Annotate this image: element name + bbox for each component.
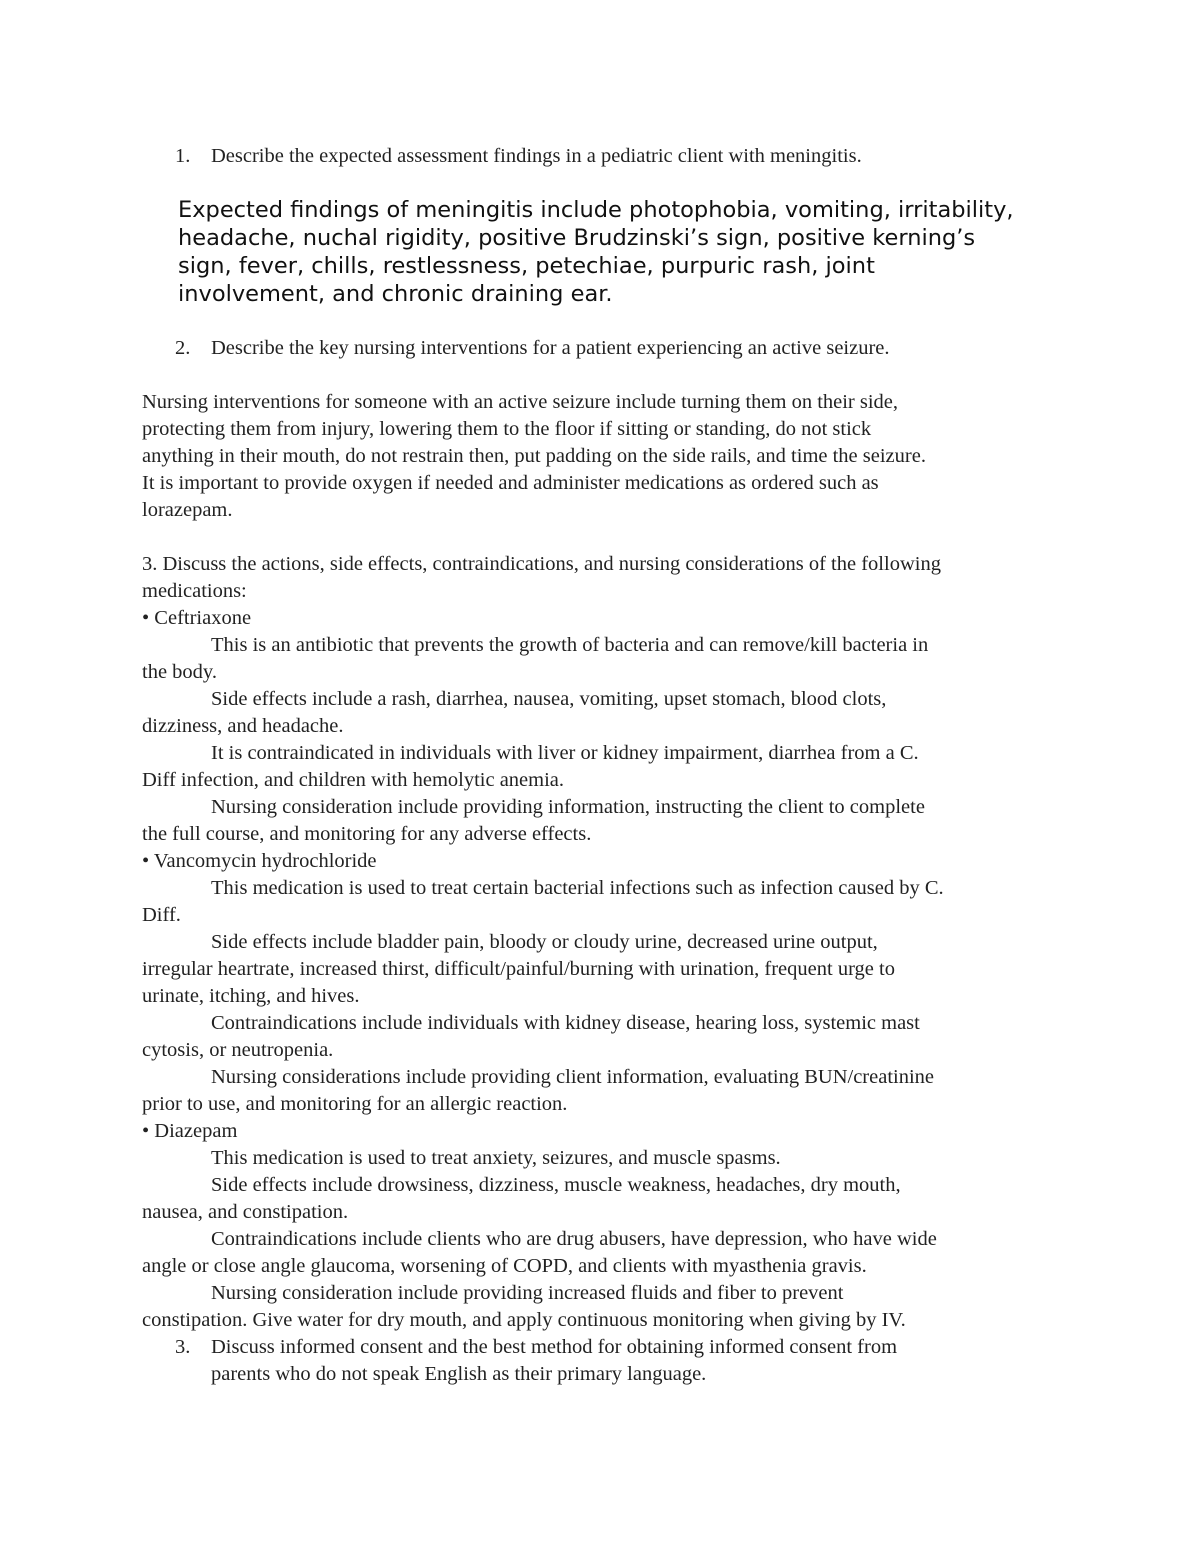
q2-answer-line-5: lorazepam. (142, 499, 233, 521)
ceftriaxone-line-8: the full course, and monitoring for any adverse effects. (142, 823, 592, 845)
diazepam-line-1: This medication is used to treat anxiety, seizures, and muscle spasms. (211, 1147, 781, 1169)
diazepam-line-6: Nursing consideration include providing increased fluids and fiber to prevent (211, 1282, 844, 1304)
vancomycin-line-9: prior to use, and monitoring for an allergic reaction. (142, 1093, 568, 1115)
vancomycin-line-8: Nursing considerations include providing client information, evaluating BUN/creatinine (211, 1066, 935, 1088)
vancomycin-line-6: Contraindications include individuals with kidney disease, hearing loss, systemic mast (211, 1012, 920, 1034)
ceftriaxone-line-1: This is an antibiotic that prevents the growth of bacteria and can remove/kill bacteria in (211, 634, 929, 656)
vancomycin-line-5: urinate, itching, and hives. (142, 985, 360, 1007)
vancomycin-line-7: cytosis, or neutropenia. (142, 1039, 334, 1061)
q2-answer-line-2: protecting them from injury, lowering them to the floor if sitting or standing, do not stick (142, 418, 872, 440)
q4-question-line-1: Discuss informed consent and the best method for obtaining informed consent from (211, 1336, 898, 1358)
q1-answer-line-3: sign, fever, chills, restlessness, petechiae, purpuric rash, joint (178, 253, 875, 279)
diazepam-line-3: nausea, and constipation. (142, 1201, 349, 1223)
q1-answer-line-4: involvement, and chronic draining ear. (178, 281, 613, 307)
ceftriaxone-line-2: the body. (142, 661, 217, 683)
vancomycin-line-1: This medication is used to treat certain bacterial infections such as infection caused by C. (211, 877, 944, 899)
q4-question-line-2: parents who do not speak English as their primary language. (211, 1363, 707, 1385)
q2-answer-line-3: anything in their mouth, do not restrain then, put padding on the side rails, and time the seizure. (142, 445, 926, 467)
diazepam-line-4: Contraindications include clients who are drug abusers, have depression, who have wide (211, 1228, 937, 1250)
q1-number: 1. (175, 145, 191, 167)
diazepam-line-5: angle or close angle glaucoma, worsening of COPD, and clients with myasthenia gravis. (142, 1255, 867, 1277)
q1-question: Describe the expected assessment findings in a pediatric client with meningitis. (211, 145, 862, 167)
ceftriaxone-line-6: Diff infection, and children with hemolytic anemia. (142, 769, 565, 791)
diazepam-line-2: Side effects include drowsiness, dizziness, muscle weakness, headaches, dry mouth, (211, 1174, 901, 1196)
diazepam-line-7: constipation. Give water for dry mouth, and apply continuous monitoring when giving by IV. (142, 1309, 906, 1331)
q2-number: 2. (175, 337, 191, 359)
q2-answer-line-4: It is important to provide oxygen if needed and administer medications as ordered such as (142, 472, 879, 494)
q2-answer-line-1: Nursing interventions for someone with an active seizure include turning them on their side, (142, 391, 899, 413)
ceftriaxone-line-7: Nursing consideration include providing information, instructing the client to complete (211, 796, 925, 818)
ceftriaxone-line-3: Side effects include a rash, diarrhea, nausea, vomiting, upset stomach, blood clots, (211, 688, 887, 710)
vancomycin-heading: • Vancomycin hydrochloride (142, 850, 377, 872)
ceftriaxone-heading: • Ceftriaxone (142, 607, 252, 629)
q1-answer-line-2: headache, nuchal rigidity, positive Brudzinski’s sign, positive kerning’s (178, 225, 976, 251)
diazepam-heading: • Diazepam (142, 1120, 238, 1142)
q3-intro-line-2: medications: (142, 580, 247, 602)
q4-number: 3. (175, 1336, 191, 1358)
ceftriaxone-line-4: dizziness, and headache. (142, 715, 344, 737)
q3-intro-line-1: 3. Discuss the actions, side effects, contraindications, and nursing considerations of the following (142, 553, 941, 575)
vancomycin-line-3: Side effects include bladder pain, bloody or cloudy urine, decreased urine output, (211, 931, 878, 953)
q1-answer-line-1: Expected findings of meningitis include photophobia, vomiting, irritability, (178, 197, 1014, 223)
ceftriaxone-line-5: It is contraindicated in individuals with liver or kidney impairment, diarrhea from a C. (211, 742, 919, 764)
vancomycin-line-2: Diff. (142, 904, 181, 926)
q2-question: Describe the key nursing interventions for a patient experiencing an active seizure. (211, 337, 890, 359)
vancomycin-line-4: irregular heartrate, increased thirst, difficult/painful/burning with urination, frequent urge to (142, 958, 895, 980)
